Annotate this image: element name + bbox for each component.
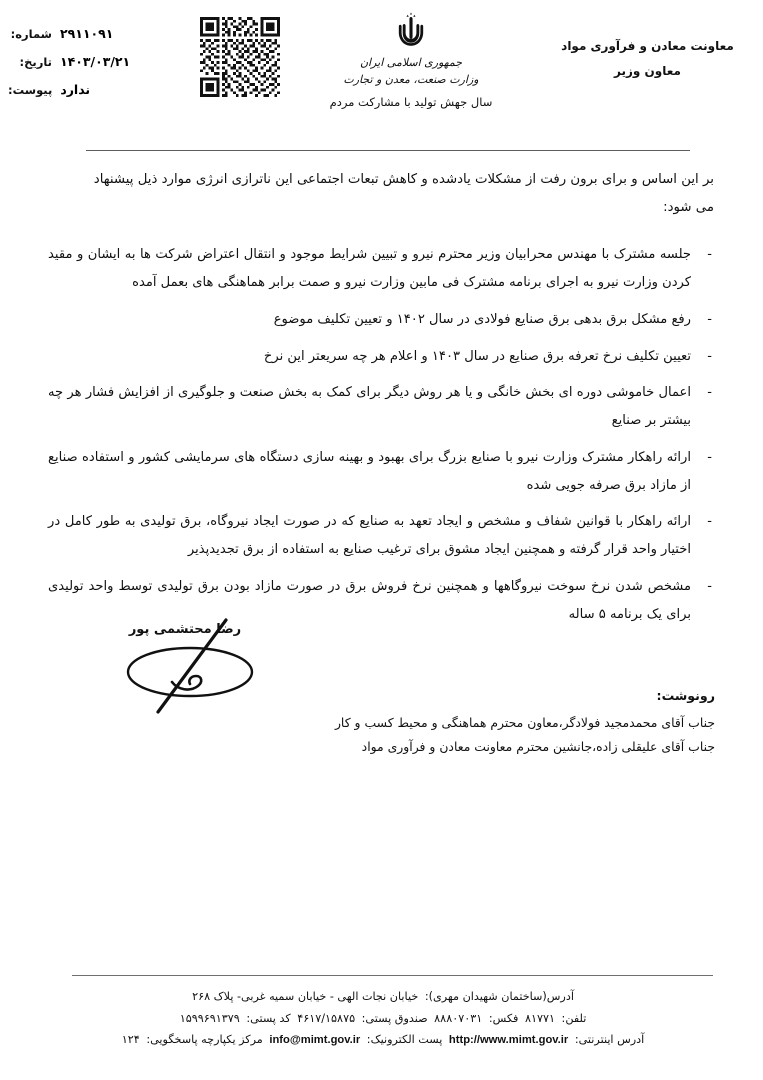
letter-body <box>48 166 715 637</box>
list-item-text: رفع مشکل برق بدهی برق صنایع فولادی در سال ۱۴۰۲ و تعیین تکلیف موضوع <box>273 311 691 327</box>
copy-recipient: جناب آقای محمدمجید فولادگر،معاون محترم هماهنگی و محیط کسب و کار <box>334 715 715 730</box>
qr-code <box>200 17 280 97</box>
meta-row-attachment <box>0 82 200 97</box>
signature-block <box>70 622 300 637</box>
emblem-block <box>300 12 522 109</box>
footer-contact-line <box>0 1008 763 1030</box>
copy-recipient: جناب آقای علیقلی زاده،جانشین محترم معاونت معادن و فرآوری مواد <box>361 739 715 755</box>
date-label: تاریخ: <box>19 55 52 69</box>
bullet-dash: - <box>707 311 712 327</box>
list-item-text: جلسه مشترک با مهندس محرابیان وزیر محترم نیرو و تبیین شرایط موجود و انتقال اعتراض شرکت ها به ایشان و مقید کردن وزارت نیرو به اجرای برنامه مشترک فی مابین وزارت نیرو و صمت برابر هماهنگی های بعمل آمده <box>48 247 691 291</box>
email-value[interactable]: info@mimt.gov.ir <box>269 1034 361 1046</box>
signature-area <box>0 622 763 762</box>
po-box-value: ۴۶۱۷/۱۵۸۷۵ <box>297 1011 356 1025</box>
address-label: آدرس(ساختمان شهیدان مهری): <box>424 990 574 1003</box>
list-item-text: ارائه راهکار مشترک وزارت نیرو با صنایع بزرگ برای بهبود و بهینه سازی دستگاه های سرمایشی کشور و استفاده صنایع از مازاد برق صرفه جویی شده <box>48 449 691 493</box>
year-slogan: سال جهش تولید با مشارکت مردم <box>329 94 493 109</box>
list-item-text: مشخص شدن نرخ سوخت نیروگاهها و همچنین نرخ فروش برق در صورت مازاد بودن برق تولیدی توسط واحد تولیدی برای یک برنامه ۵ ساله <box>48 578 691 622</box>
letter-header <box>0 0 763 140</box>
list-item-text: اعمال خاموشی دوره ای بخش خانگی و یا هر روش دیگر برای کمک به بخش صنعت و جلوگیری از افزایش فشار هر چه بیشتر بر صنایع <box>48 385 691 429</box>
copies-title: رونوشت: <box>656 688 715 703</box>
department-role: معاون وزیر <box>614 63 681 78</box>
meta-row-number <box>0 26 200 41</box>
hotline-value: ۱۲۴ <box>121 1033 140 1046</box>
fax-label: فکس: <box>488 1011 519 1025</box>
address-value: خیابان نجات الهی - خیابان سمیه غربی- پلاک ۲۶۸ <box>192 990 419 1003</box>
bullet-dash: - <box>707 578 712 594</box>
meta-row-date <box>0 54 200 69</box>
intro-line-1: بر این اساس و برای برون رفت از مشکلات یادشده و کاهش تبعات اجتماعی این ناترازی انرژی موارد ذیل پیشنهاد <box>93 172 714 187</box>
bullet-dash: - <box>707 385 712 401</box>
copies-block <box>295 688 715 759</box>
list-item-text: تعیین تکلیف نرخ تعرفه برق صنایع در سال ۱۴۰۳ و اعلام هر چه سریعتر این نرخ <box>263 348 691 364</box>
signer-name: رضا محتشمی پور <box>128 622 242 637</box>
bullet-dash: - <box>707 449 712 465</box>
bullet-dash: - <box>707 348 712 364</box>
phone-label: تلفن: <box>561 1011 587 1025</box>
footer-address-line <box>0 986 763 1008</box>
header-divider <box>86 150 690 151</box>
list-item <box>48 508 715 564</box>
website-label: آدرس اینترنتی: <box>574 1033 645 1046</box>
footer-divider <box>72 975 713 976</box>
iran-emblem-icon <box>393 12 429 52</box>
email-label: پست الکترونیک: <box>366 1033 443 1046</box>
list-item <box>48 343 715 371</box>
list-item <box>48 379 715 435</box>
attachment-label: پیوست: <box>8 83 53 97</box>
department-block <box>540 34 755 83</box>
date-value: ۱۴۰۳/۰۳/۲۱ <box>60 54 131 69</box>
hotline-label: مرکز یکپارچه پاسخگویی: <box>146 1033 263 1046</box>
footer-web-line <box>0 1029 763 1052</box>
postal-code-label: کد پستی: <box>246 1011 291 1025</box>
website-value[interactable]: http://www.mimt.gov.ir <box>448 1034 569 1046</box>
intro-line-2: می شود: <box>663 199 714 215</box>
ministry-name: وزارت صنعت، معدن و تجارت <box>343 72 479 86</box>
list-item <box>48 306 715 334</box>
number-value: ۲۹۱۱۰۹۱ <box>60 26 114 41</box>
phone-value: ۸۱۷۷۱ <box>524 1011 555 1025</box>
intro-paragraph <box>48 166 715 221</box>
postal-code-value: ۱۵۹۹۶۹۱۳۷۹ <box>179 1011 240 1025</box>
department-name: معاونت معادن و فرآوری مواد <box>561 39 734 53</box>
po-box-label: صندوق پستی: <box>361 1011 428 1025</box>
list-item <box>48 241 715 297</box>
list-item-text: ارائه راهکار با قوانین شفاف و مشخص و ایجاد تعهد به صنایع که در صورت ایجاد نیروگاه، برق تولیدی به طور کامل در اختیار واحد قرار گرفته و همچنین ایجاد مشوق برای ترغیب صنایع به استفاده از برق تجدیدپذیر <box>48 514 691 558</box>
bullet-dash: - <box>707 514 712 530</box>
fax-value: ۸۸۸۰۷۰۳۱ <box>434 1011 483 1025</box>
number-label: شماره: <box>10 27 52 41</box>
country-name: جمهوری اسلامی ایران <box>359 56 463 69</box>
header-meta <box>0 26 200 110</box>
attachment-value: ندارد <box>60 82 91 97</box>
proposal-list <box>48 241 715 628</box>
bullet-dash: - <box>707 247 712 263</box>
letter-footer <box>0 986 763 1052</box>
list-item <box>48 444 715 500</box>
